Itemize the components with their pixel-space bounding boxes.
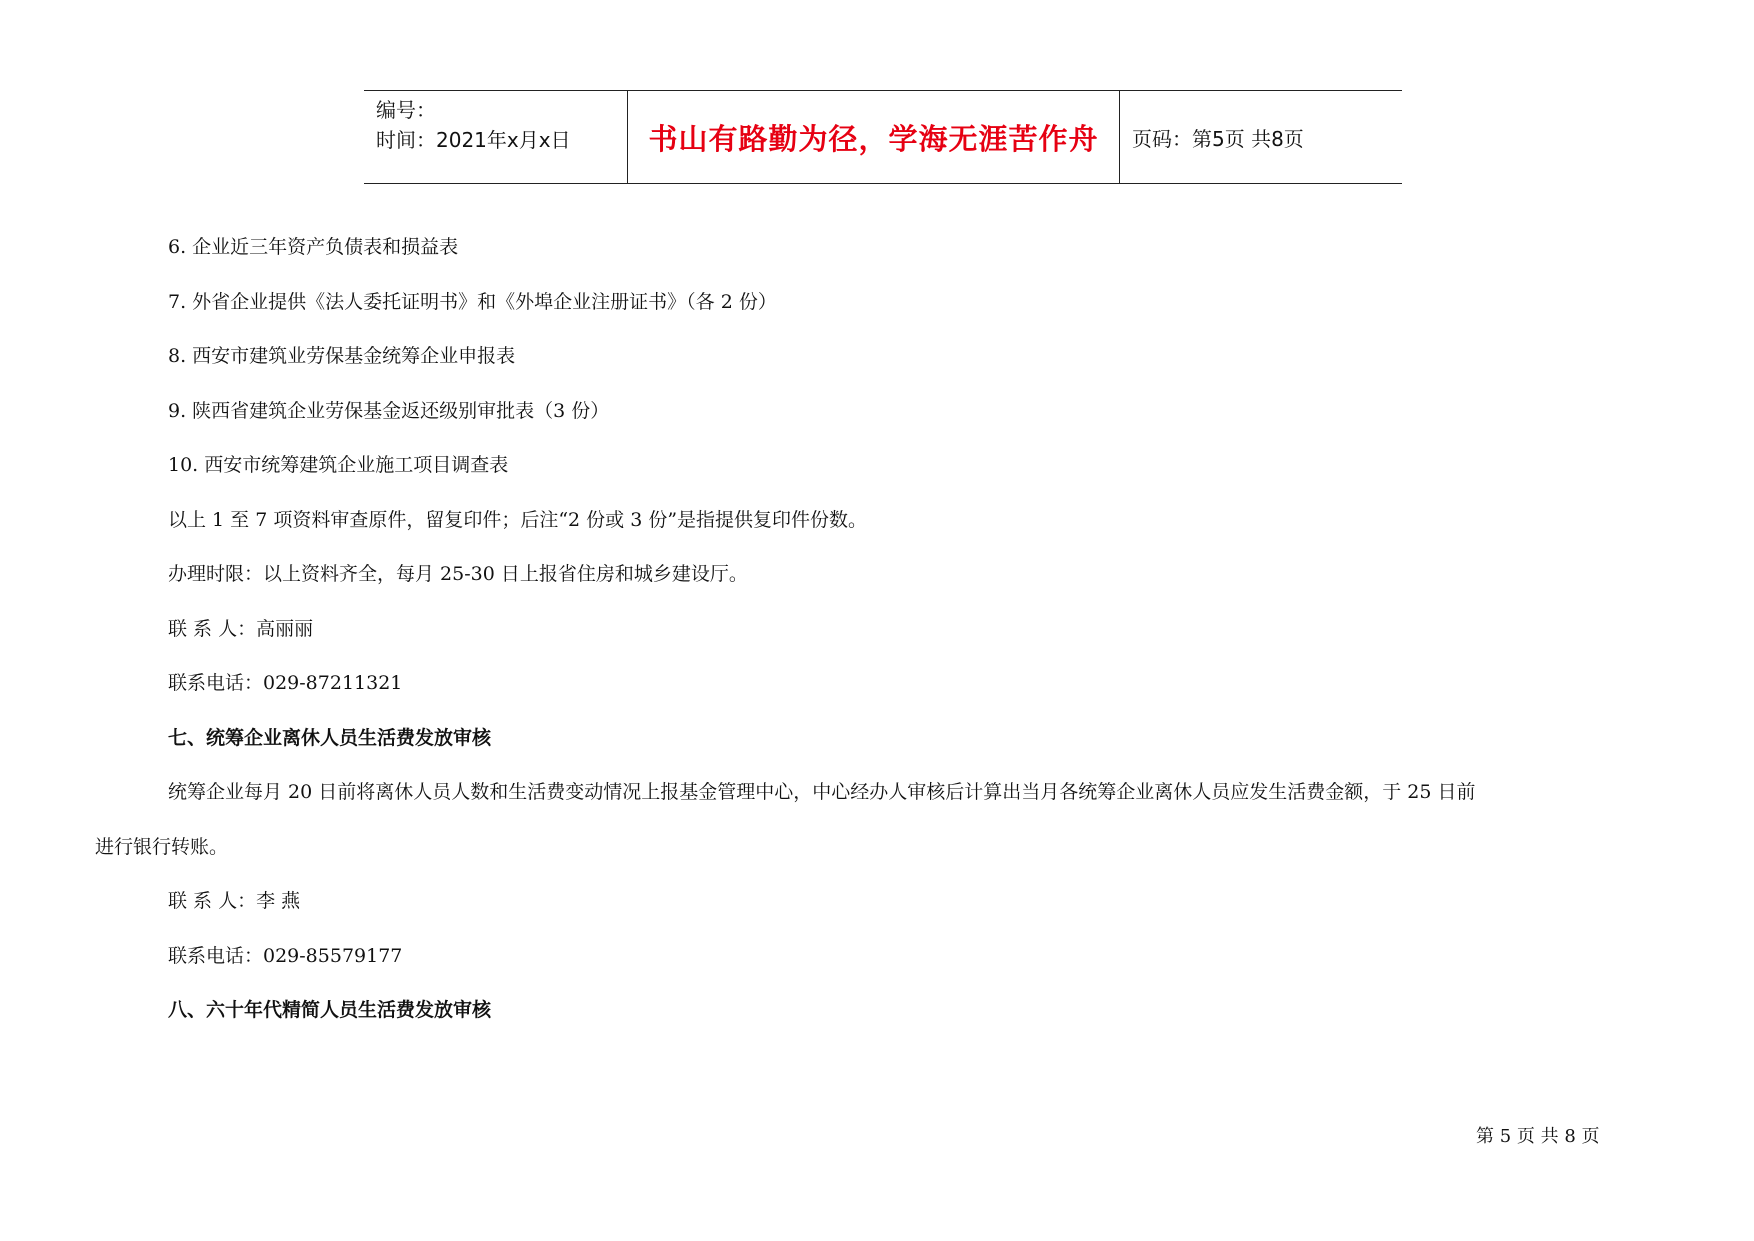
footer-page-number: 第 5 页 共 8 页 [1476,1126,1600,1147]
list-item-6: 6. 企业近三年资产负债表和损益表 [168,236,459,258]
contact-phone-1: 联系电话：029-87211321 [168,672,403,694]
materials-note: 以上 1 至 7 项资料审查原件，留复印件；后注“2 份或 3 份”是指提供复印件份数。 [168,509,868,531]
processing-deadline: 办理时限：以上资料齐全，每月 25-30 日上报省住房和城乡建设厅。 [168,563,748,585]
section-7-paragraph-line2: 进行银行转账。 [95,836,229,858]
page-header [364,90,1402,184]
contact-phone-2: 联系电话：029-85579177 [168,945,403,967]
header-motto: 书山有路勤为径，学海无涯苦作舟 [628,91,1120,183]
contact-person-1: 联 系 人：高丽丽 [168,618,314,640]
list-item-7: 7. 外省企业提供《法人委托证明书》和《外埠企业注册证书》（各 2 份） [168,291,777,313]
section-heading-8: 八、六十年代精简人员生活费发放审核 [168,999,492,1021]
list-item-10: 10. 西安市统筹建筑企业施工项目调查表 [168,454,509,476]
document-number-label: 编号： [376,98,436,122]
section-7-paragraph-line1: 统筹企业每月 20 日前将离休人员人数和生活费变动情况上报基金管理中心，中心经办人审核后计算出当月各统筹企业离休人员应发生活费金额，于 25 日前 [168,781,1476,803]
header-left-cell [364,91,628,183]
contact-person-2: 联 系 人：李 燕 [168,890,301,912]
list-item-8: 8. 西安市建筑业劳保基金统筹企业申报表 [168,345,516,367]
header-page-label: 页码：第5页 共8页 [1132,126,1304,151]
list-item-9: 9. 陕西省建筑企业劳保基金返还级别审批表（3 份） [168,400,610,422]
document-date-label: 时间：2021年x月x日 [376,128,571,152]
section-heading-7: 七、统筹企业离休人员生活费发放审核 [168,727,492,749]
